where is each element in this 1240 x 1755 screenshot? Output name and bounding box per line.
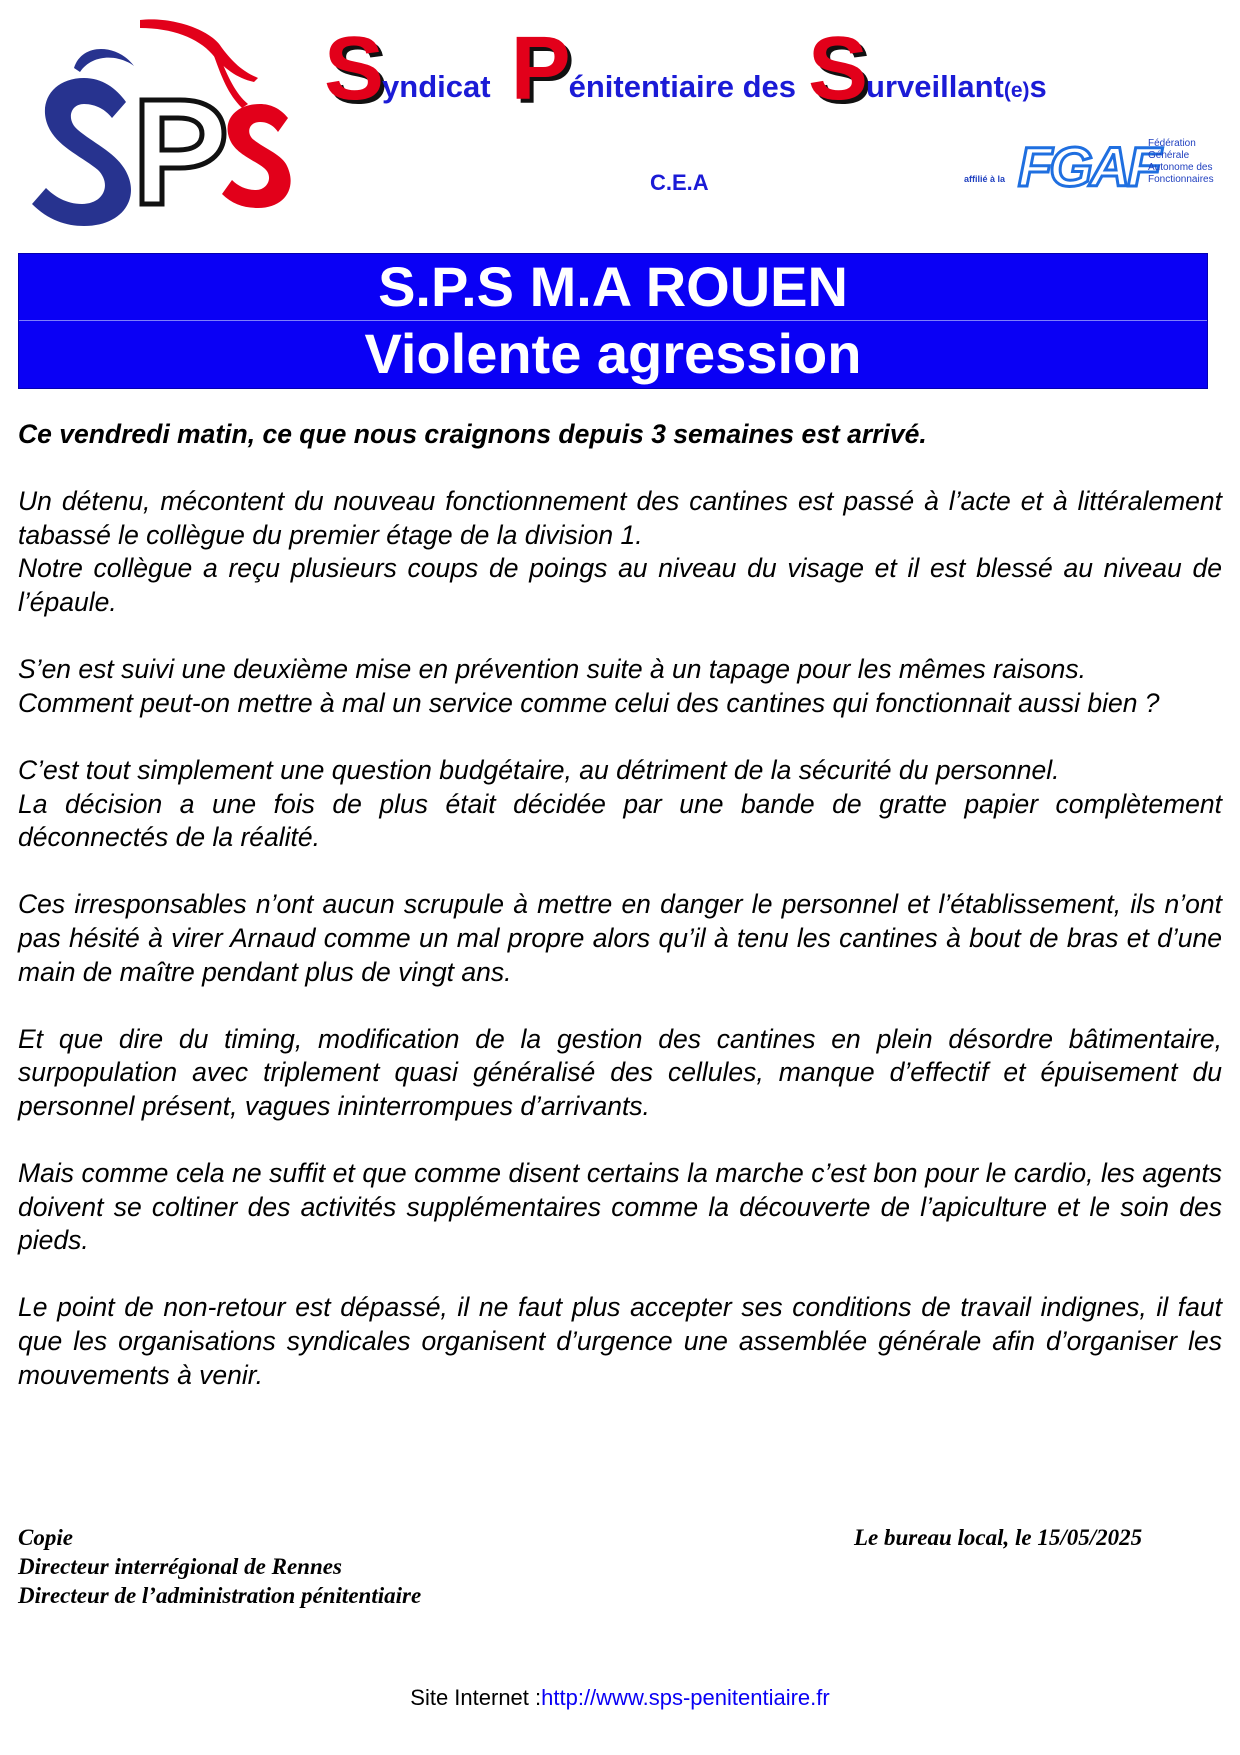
paragraph: C’est tout simplement une question budgétaire, au détriment de la sécurité du personnel. xyxy=(18,754,1060,785)
affiliation-line: Fonctionnaires xyxy=(1148,174,1214,185)
signature-line: Le bureau local, le 15/05/2025 xyxy=(854,1525,1143,1550)
paragraph: Le point de non-retour est dépassé, il ne faut plus accepter ses conditions de travail indignes, il faut que les organisations syndicales organisent d’urgence une assemblée générale afin d’organiser les mouvements à venir. xyxy=(18,1292,1222,1390)
sps-logo xyxy=(22,8,300,230)
lead-paragraph: Ce vendredi matin, ce que nous craignons depuis 3 semaines est arrivé. xyxy=(18,419,927,449)
fgaf-logo xyxy=(964,132,1214,198)
website-link[interactable]: http://www.sps-penitentiaire.fr xyxy=(541,1685,830,1710)
copy-recipient: Directeur de l’administration pénitentiaire xyxy=(18,1583,422,1608)
org-word-rest: yndicat xyxy=(382,69,491,104)
paragraph: Ces irresponsables n’ont aucun scrupule à mettre en danger le personnel et l’établissement, ils n’ont pas hésité à virer Arnaud comme un mal propre alors qu’il à tenu les cantines à bout de bras et d’une main de maître pendant plus de vingt ans. xyxy=(18,889,1222,987)
org-word-rest: urveillant xyxy=(866,69,1004,104)
paragraph: Notre collègue a reçu plusieurs coups de poings au niveau du visage et il est blessé au niveau de l’épaule. xyxy=(18,553,1222,617)
org-word-2 xyxy=(510,19,797,132)
org-word-3 xyxy=(808,19,1047,136)
paragraph: Et que dire du timing, modification de la gestion des cantines en plein désordre bâtimentaire, surpopulation avec triplement quasi généralisé des cellules, manque d’effectif et épuisement du personnel présent, vagues ininterrompues d’arrivants. xyxy=(18,1023,1222,1121)
org-initial-p: P xyxy=(510,19,569,119)
letter-body xyxy=(18,418,1222,1426)
paragraph: S’en est suivi une deuxième mise en prévention suite à un tapage pour les mêmes raisons. xyxy=(18,654,1086,685)
paragraph: Mais comme cela ne suffit et que comme disent certains la marche c’est bon pour le cardio, les agents doivent se coltiner des activités supplémentaires comme la découverte de l’apiculture et le soin des pieds. xyxy=(18,1158,1222,1256)
section-label: C.E.A xyxy=(650,170,709,195)
fgaf-wordmark: FGAF xyxy=(1018,135,1159,198)
affiliation-line: Fédération xyxy=(1148,138,1196,149)
copy-recipients xyxy=(18,1523,421,1610)
affiliation-line: Générale xyxy=(1148,150,1190,161)
org-word-rest: énitentiaire des xyxy=(568,69,797,104)
org-word-paren: (e) xyxy=(1003,79,1030,102)
organisation-name xyxy=(324,19,1204,119)
copy-recipient: Directeur interrégional de Rennes xyxy=(18,1554,342,1579)
org-initial-s: S xyxy=(324,19,383,119)
site-label: Site Internet : xyxy=(410,1685,542,1710)
paragraph: La décision a une fois de plus était décidée par une bande de gratte papier complètement déconnectés de la réalité. xyxy=(18,788,1222,853)
banner-subtitle: Violente agression xyxy=(364,322,862,385)
affiliation-line: Autonome des xyxy=(1148,162,1213,173)
copy-label: Copie xyxy=(18,1525,73,1550)
page-footer xyxy=(0,1685,1240,1711)
org-initial-s2: S xyxy=(808,19,867,119)
affiliation-label: affilié à la xyxy=(964,174,1006,184)
title-banner xyxy=(18,253,1208,389)
org-word-end: s xyxy=(1029,69,1047,104)
paragraph: Comment peut-on mettre à mal un service comme celui des cantines qui fonctionnait aussi bien ? xyxy=(18,687,1160,718)
org-word-1 xyxy=(324,19,491,132)
banner-title: S.P.S M.A ROUEN xyxy=(378,255,848,318)
paragraph: Un détenu, mécontent du nouveau fonctionnement des cantines est passé à l’acte et à littéralement tabassé le collègue du premier étage de la division 1. xyxy=(18,486,1222,550)
